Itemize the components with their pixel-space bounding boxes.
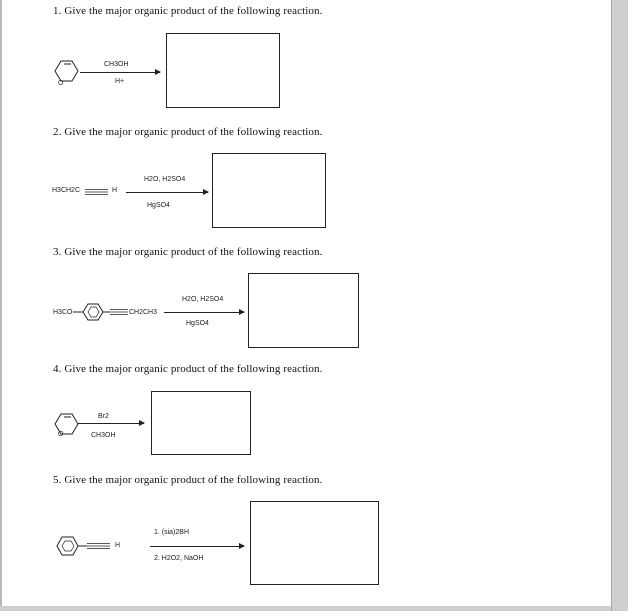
substrate-right-3: CH2CH3	[129, 309, 158, 316]
substrate-right-2: H	[112, 187, 118, 194]
substrate-left-3: H3CO	[53, 309, 73, 316]
reagent-bottom-4: CH3OH	[91, 432, 116, 439]
reagent-bottom-1: H+	[115, 78, 125, 85]
methoxyphenyl-structure-3	[72, 301, 130, 323]
substrate-right-5: H	[115, 542, 121, 549]
reaction-arrow-1	[80, 72, 160, 73]
reagent-top-4: Br2	[98, 413, 109, 420]
reagent-bottom-2: HgSO4	[147, 202, 170, 209]
question-2-number: 2.	[53, 126, 62, 138]
question-4-prompt	[53, 363, 322, 375]
triple-bond-2	[84, 188, 110, 197]
viewer-scrollbar[interactable]	[611, 0, 628, 611]
reagent-top-1: CH3OH	[104, 61, 129, 68]
phenylacetylene-structure-5	[54, 534, 114, 558]
ring-oxygen-label-4: O	[58, 431, 64, 438]
reagent-top-3: H2O, H2SO4	[182, 296, 224, 303]
answer-box-3[interactable]	[248, 273, 359, 348]
question-1-prompt	[53, 5, 322, 17]
question-4-number: 4.	[53, 363, 62, 375]
question-4-text: Give the major organic product of the following reaction.	[64, 363, 323, 375]
dihydropyran-structure-4	[50, 411, 84, 443]
reagent-bottom-5: 2. H2O2, NaOH	[154, 555, 204, 562]
answer-box-4[interactable]	[151, 391, 251, 455]
question-5-number: 5.	[53, 474, 62, 486]
question-5-text: Give the major organic product of the following reaction.	[64, 474, 323, 486]
reaction-arrow-4	[78, 423, 144, 424]
answer-box-1[interactable]	[166, 33, 280, 108]
reaction-arrow-5	[150, 546, 244, 547]
question-2-prompt	[53, 126, 322, 138]
ring-oxygen-label-1: O	[58, 80, 64, 87]
reaction-arrow-3	[164, 312, 244, 313]
question-3-number: 3.	[53, 246, 62, 258]
question-5-prompt	[53, 474, 322, 486]
dihydropyran-structure-1	[50, 58, 84, 90]
question-1-text: Give the major organic product of the following reaction.	[64, 5, 323, 17]
question-1-number: 1.	[53, 5, 62, 17]
page-left-edge	[0, 0, 2, 611]
reagent-top-2: H2O, H2SO4	[144, 176, 186, 183]
reagent-bottom-3: HgSO4	[186, 320, 209, 327]
question-2-text: Give the major organic product of the following reaction.	[64, 126, 323, 138]
reagent-top-5: 1. (sia)2BH	[154, 529, 190, 536]
question-3-text: Give the major organic product of the following reaction.	[64, 246, 323, 258]
reaction-arrow-2	[126, 192, 208, 193]
answer-box-2[interactable]	[212, 153, 326, 228]
substrate-left-2: H3CH2C	[52, 187, 81, 194]
answer-box-5[interactable]	[250, 501, 379, 585]
question-3-prompt	[53, 246, 322, 258]
page-bottom-edge	[0, 606, 611, 611]
